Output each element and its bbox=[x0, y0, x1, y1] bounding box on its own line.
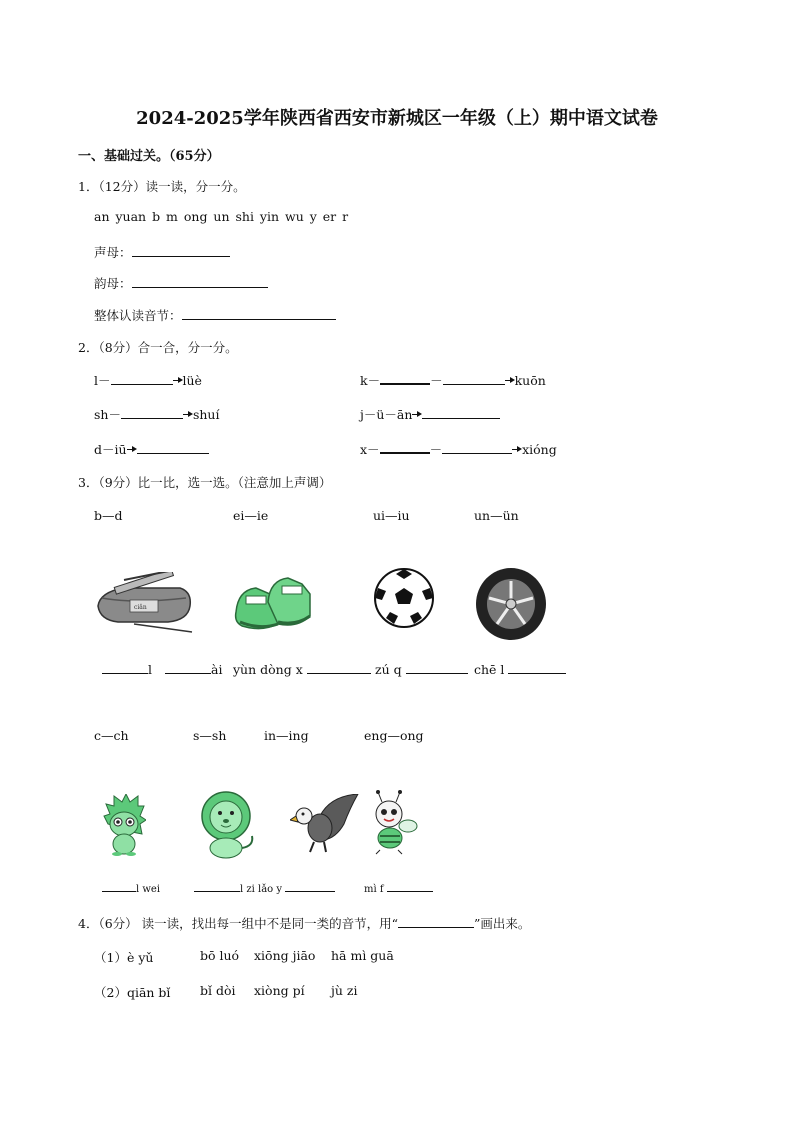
sneakers-icon bbox=[232, 572, 314, 638]
q3-pair: ei—ie bbox=[233, 508, 269, 523]
q3-pair: un—ün bbox=[474, 508, 519, 523]
answer-blank[interactable] bbox=[380, 440, 430, 454]
q2-part: l－ bbox=[94, 373, 111, 388]
q4-item[interactable]: xiòng pí bbox=[254, 983, 305, 998]
q3-pair: c—ch bbox=[94, 728, 129, 743]
q1-row-label: 整体认读音节： bbox=[94, 308, 182, 323]
q3-answer-text: yùn dòng x bbox=[233, 662, 303, 677]
answer-blank[interactable] bbox=[194, 881, 240, 892]
answer-blank[interactable] bbox=[132, 275, 268, 288]
answer-blank[interactable] bbox=[387, 881, 433, 892]
q2-part: － bbox=[430, 373, 443, 388]
eagle-icon bbox=[290, 794, 360, 856]
q4-prompt bbox=[78, 914, 530, 932]
answer-blank[interactable] bbox=[121, 406, 183, 419]
q2-part: lüè bbox=[182, 373, 202, 388]
q2-prompt: 2．（8分）合一合，分一分。 bbox=[78, 340, 238, 355]
q4-item[interactable]: hā mì guā bbox=[331, 948, 394, 963]
soccer-ball-icon bbox=[372, 566, 436, 630]
q3-pair: s—sh bbox=[193, 728, 227, 743]
q3-answer bbox=[474, 661, 566, 677]
answer-blank[interactable] bbox=[406, 661, 468, 674]
pencil-case-icon bbox=[94, 572, 196, 634]
q3-answer bbox=[102, 881, 160, 895]
q1-row-whole bbox=[94, 306, 336, 324]
q3-answer bbox=[194, 881, 335, 895]
arrow-icon bbox=[512, 444, 522, 454]
q1-row-label: 声母： bbox=[94, 245, 132, 260]
q2-part: shuí bbox=[192, 407, 220, 422]
tire-icon bbox=[474, 566, 548, 642]
q3-answer bbox=[375, 661, 468, 677]
q1-row-label: 韵母： bbox=[94, 276, 132, 291]
answer-blank[interactable] bbox=[380, 371, 430, 385]
arrow-icon bbox=[183, 409, 193, 419]
q1-prompt: 1．（12分）读一读，分一分。 bbox=[78, 179, 246, 194]
q3-answer bbox=[102, 661, 152, 677]
answer-blank[interactable] bbox=[132, 244, 230, 257]
underline-sample bbox=[398, 915, 474, 928]
q3-answer-text: chē l bbox=[474, 662, 505, 677]
q4-item[interactable]: xiōng jiāo bbox=[254, 948, 316, 963]
section-heading: 一、基础过关。（65分） bbox=[78, 149, 220, 164]
answer-blank[interactable] bbox=[422, 406, 500, 419]
q3-answer bbox=[233, 661, 371, 677]
answer-blank[interactable] bbox=[508, 661, 566, 674]
q3-pair: b—d bbox=[94, 508, 123, 523]
q2-right-row bbox=[360, 440, 557, 458]
answer-blank[interactable] bbox=[102, 661, 148, 674]
q2-part: sh－ bbox=[94, 407, 121, 422]
q3-answer-text: zú q bbox=[375, 662, 402, 677]
q4-item[interactable]: bō luó bbox=[200, 948, 240, 963]
q4-prompt-text: ”画出来。 bbox=[474, 916, 531, 931]
q3-answer bbox=[165, 661, 222, 677]
lion-icon bbox=[194, 790, 258, 860]
q2-right-row bbox=[360, 371, 546, 389]
q2-left-row bbox=[94, 405, 219, 423]
q2-part: － bbox=[429, 442, 443, 457]
q2-part: kuōn bbox=[514, 373, 546, 388]
answer-blank[interactable] bbox=[307, 661, 371, 674]
q2-left-row bbox=[94, 440, 209, 458]
q4-row-label: （2）qiān bǐ bbox=[94, 985, 171, 1000]
q3-answer-text: l bbox=[148, 662, 152, 677]
hedgehog-icon bbox=[102, 794, 146, 856]
q4-item[interactable]: bǐ dòi bbox=[200, 983, 236, 998]
answer-blank[interactable] bbox=[102, 881, 136, 892]
q2-part: x－ bbox=[360, 442, 380, 457]
q2-left-row bbox=[94, 371, 202, 389]
arrow-icon bbox=[505, 375, 515, 385]
bee-icon bbox=[364, 790, 418, 856]
answer-blank[interactable] bbox=[165, 661, 211, 674]
q3-prompt: 3．（9分）比一比，选一选。（注意加上声调） bbox=[78, 475, 332, 490]
q2-part: j－ü－ān bbox=[360, 407, 413, 422]
arrow-icon bbox=[127, 444, 137, 454]
arrow-icon bbox=[173, 375, 183, 385]
answer-blank[interactable] bbox=[111, 372, 173, 385]
q4-prompt-text: 4．（6分） 读一读，找出每一组中不是同一类的音节，用“ bbox=[78, 916, 399, 931]
q2-part: xióng bbox=[522, 442, 557, 457]
q3-pair: in—ing bbox=[264, 728, 309, 743]
arrow-icon bbox=[412, 409, 422, 419]
q1-syllables: an yuan b m ong un shi yin wu y er r bbox=[94, 209, 349, 224]
answer-blank[interactable] bbox=[182, 307, 336, 320]
q3-answer-text: l wei bbox=[136, 884, 161, 895]
q4-item[interactable]: jù zi bbox=[331, 983, 358, 998]
q2-part: d－iū bbox=[94, 442, 127, 457]
q3-pair: ui—iu bbox=[373, 508, 410, 523]
page-title: 2024-2025学年陕西省西安市新城区一年级（上）期中语文试卷 bbox=[136, 108, 658, 129]
q3-answer-text: l zi lǎo y bbox=[240, 884, 283, 895]
q3-answer-text: ài bbox=[211, 662, 223, 677]
svg-text:ciǎn: ciǎn bbox=[134, 604, 147, 611]
q3-pair: eng—ong bbox=[364, 728, 424, 743]
q1-row-finals bbox=[94, 274, 268, 292]
q3-answer bbox=[364, 881, 433, 895]
answer-blank[interactable] bbox=[443, 372, 505, 385]
q1-row-initials bbox=[94, 243, 230, 261]
q4-row-label: （1）è yǔ bbox=[94, 950, 154, 965]
answer-blank[interactable] bbox=[137, 441, 209, 454]
q3-answer-text: mì f bbox=[364, 884, 384, 895]
q2-right-row bbox=[360, 405, 500, 423]
q2-part: k－ bbox=[360, 373, 381, 388]
answer-blank[interactable] bbox=[442, 441, 512, 454]
answer-blank[interactable] bbox=[285, 881, 335, 892]
